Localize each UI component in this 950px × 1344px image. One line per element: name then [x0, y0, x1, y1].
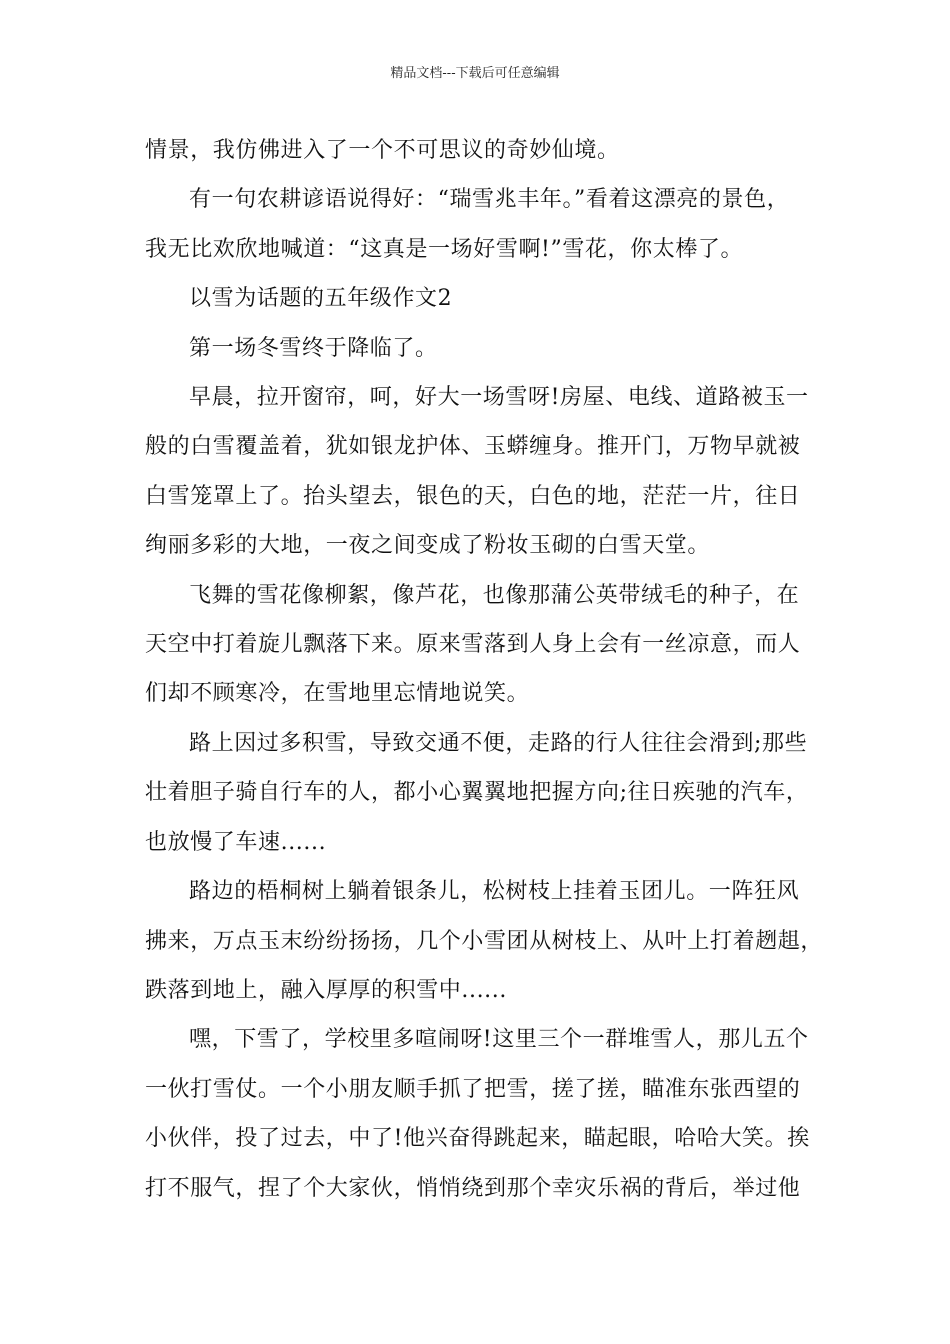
section-heading	[145, 274, 825, 323]
document-body	[145, 126, 825, 1213]
text-line: 打不服气，捏了个大家伙，悄悄绕到那个幸灾乐祸的背后，举过他	[145, 1175, 801, 1201]
text-line: 路上因过多积雪，导致交通不便，走路的行人往往会滑到;那些	[189, 730, 808, 756]
text-line: 跌落到地上，融入厚厚的积雪中......	[145, 977, 507, 1003]
paragraph-8	[145, 1015, 825, 1213]
paragraph-3	[145, 324, 825, 373]
text-line: 嘿，下雪了，学校里多喧闹呀!这里三个一群堆雪人，那儿五个	[189, 1027, 809, 1053]
text-line: 早晨，拉开窗帘，呵，好大一场雪呀!房屋、电线、道路被玉一	[189, 385, 809, 411]
page-header: 精品文档---下载后可任意编辑	[390, 66, 560, 81]
text-line: 第一场冬雪终于降临了。	[189, 335, 438, 361]
paragraph-2	[145, 175, 825, 274]
paragraph-7	[145, 867, 825, 1015]
paragraph-6	[145, 719, 825, 867]
text-line: 我无比欢欣地喊道：“这真是一场好雪啊!”雪花，你太棒了。	[145, 236, 744, 262]
text-line: 般的白雪覆盖着，犹如银龙护体、玉蟒缠身。推开门，万物早就被	[145, 434, 801, 460]
text-line: 白雪笼罩上了。抬头望去，银色的天，白色的地，茫茫一片，往日	[145, 483, 801, 509]
text-line: 路边的梧桐树上躺着银条儿，松树枝上挂着玉团儿。一阵狂风	[189, 879, 800, 905]
text-line: 情景，我仿佛进入了一个不可思议的奇妙仙境。	[145, 138, 620, 163]
paragraph-1	[145, 126, 825, 175]
paragraph-5	[145, 571, 825, 719]
text-line: 有一句农耕谚语说得好：“瑞雪兆丰年。”看着这漂亮的景色，	[189, 187, 790, 213]
text-line: 飞舞的雪花像柳絮，像芦花，也像那蒲公英带绒毛的种子，在	[189, 582, 800, 608]
text-line: 一伙打雪仗。一个小朋友顺手抓了把雪，搓了搓，瞄准东张西望的	[145, 1076, 801, 1102]
text-line: 以雪为话题的五年级作文2	[189, 286, 453, 312]
paragraph-4	[145, 373, 825, 571]
text-line: 绚丽多彩的大地，一夜之间变成了粉妆玉砌的白雪天堂。	[145, 533, 711, 559]
text-line: 也放慢了车速......	[145, 829, 327, 855]
text-line: 小伙伴，投了过去，中了!他兴奋得跳起来，瞄起眼，哈哈大笑。挨	[145, 1126, 810, 1152]
text-line: 壮着胆子骑自行车的人，都小心翼翼地把握方向;往日疾驰的汽车，	[145, 780, 809, 806]
text-line: 拂来，万点玉末纷纷扬扬，几个小雪团从树枝上、从叶上打着趔趄，	[145, 928, 824, 954]
text-line: 们却不顾寒冷，在雪地里忘情地说笑。	[145, 681, 530, 707]
text-line: 天空中打着旋儿飘落下来。原来雪落到人身上会有一丝凉意，而人	[145, 632, 801, 658]
